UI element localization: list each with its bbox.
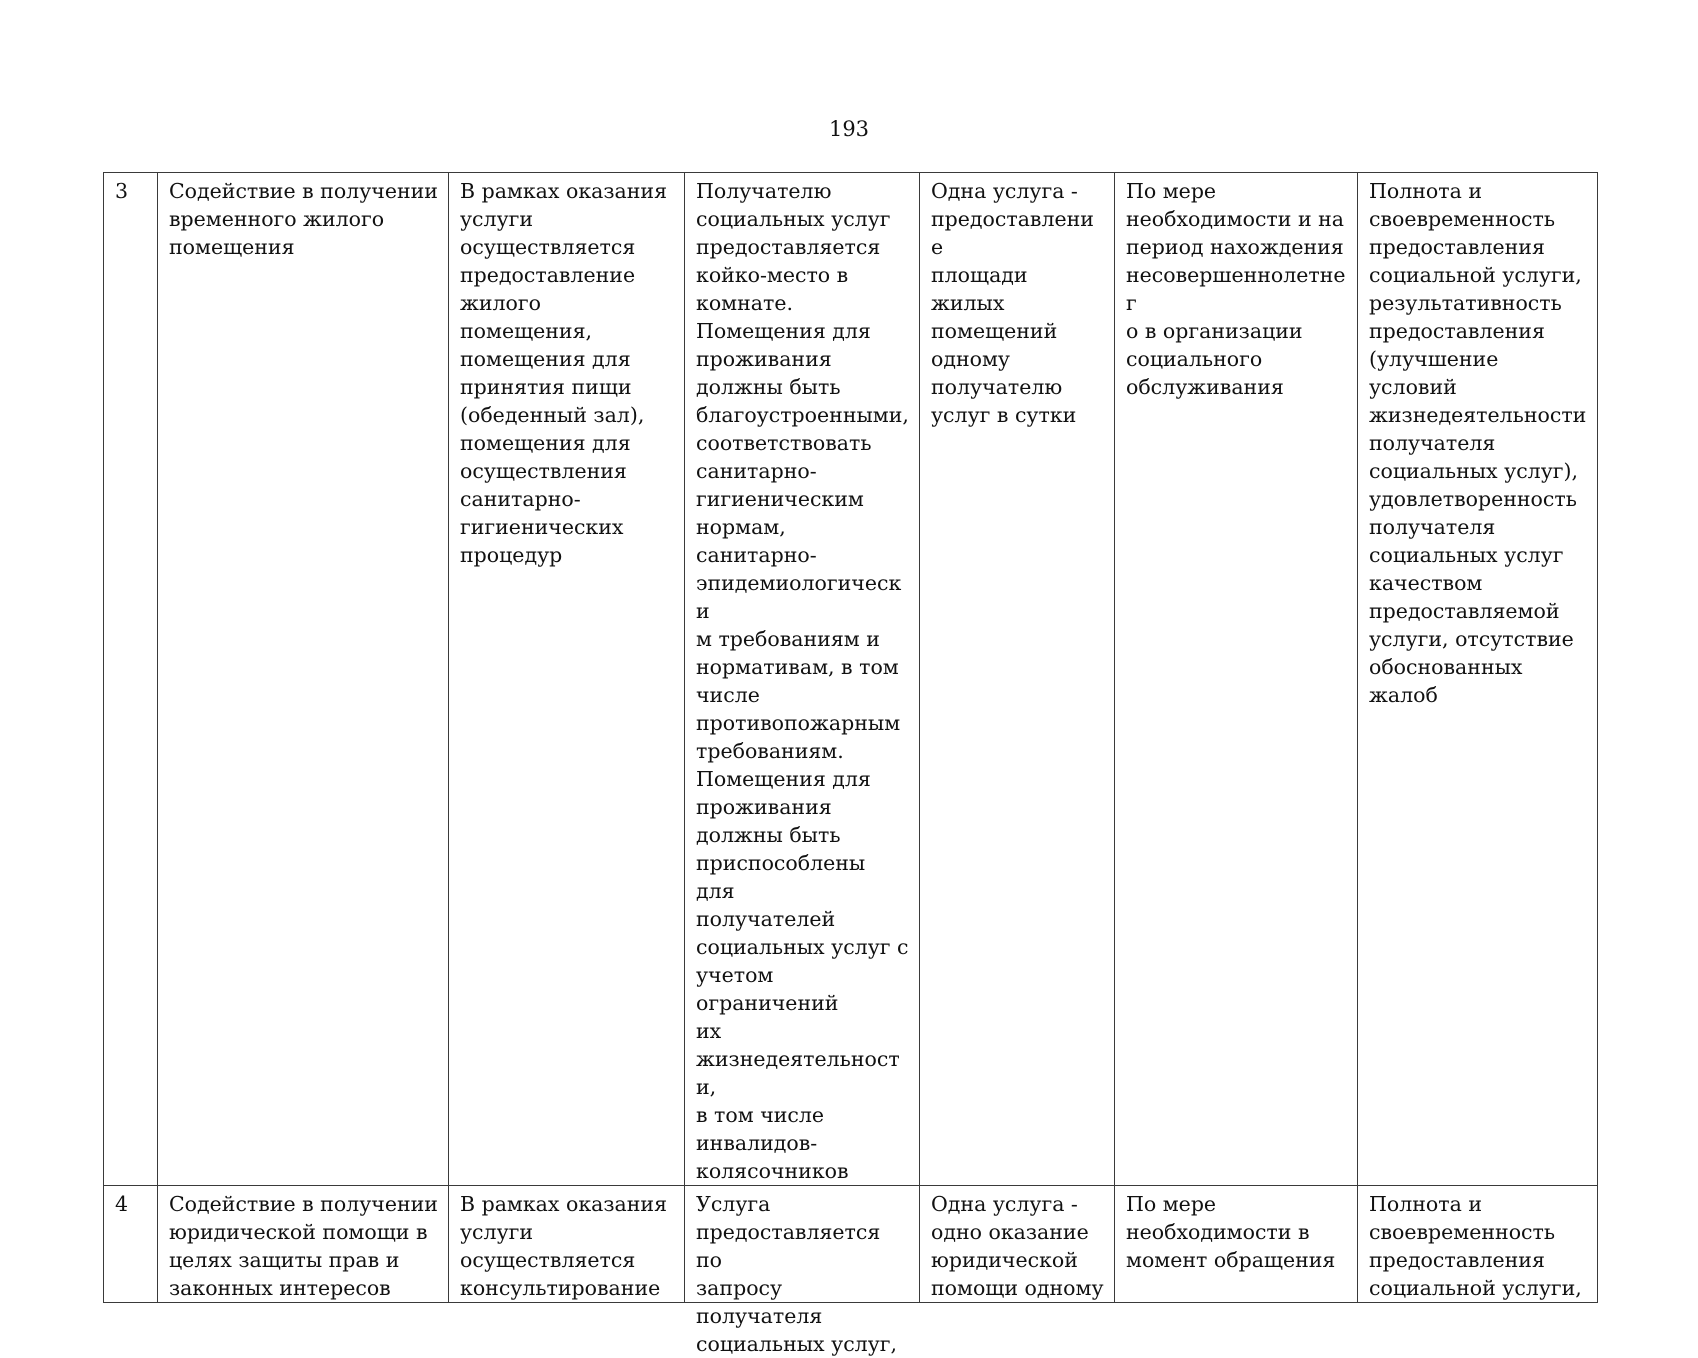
service-name-cell: Содействие в получении временного жилого помещения xyxy=(158,173,449,1186)
service-unit-cell: Одна услуга - одно оказание юридической помощи одному xyxy=(920,1186,1115,1303)
service-content-cell: В рамках оказания услуги осуществляется консультирование xyxy=(449,1186,685,1303)
service-content-cell: В рамках оказания услуги осуществляется предоставление жилого помещения, помещения для принятия пищи (обеденный зал), помещения для осуществления санитарно- гигиенических процедур xyxy=(449,173,685,1186)
service-conditions-cell: Получателю социальных услуг предоставляется койко-место в комнате. Помещения для проживания должны быть благоустроенными, соответствовать санитарно- гигиеническим нормам, санитарно- эпидемиологически м требованиям и нормативам, в том числе противопожарным требованиям. Помещения для проживания должны быть приспособлены для получателей социальных услуг с учетом ограничений их жизнедеятельности, в том числе инвалидов- колясочников xyxy=(685,173,920,1186)
table-row xyxy=(104,173,1598,1186)
page-number: 193 xyxy=(828,117,870,141)
row-number-cell: 3 xyxy=(104,173,158,1186)
service-conditions-cell: Услуга предоставляется по запросу получателя социальных услуг, xyxy=(685,1186,920,1303)
service-term-cell: По мере необходимости и на период нахождения несовершеннолетнег о в организации социального обслуживания xyxy=(1115,173,1358,1186)
service-unit-cell: Одна услуга - предоставление площади жилых помещений одному получателю услуг в сутки xyxy=(920,173,1115,1186)
services-table xyxy=(103,172,1598,1356)
row-number-cell: 4 xyxy=(104,1186,158,1303)
service-quality-cell: Полнота и своевременность предоставления социальной услуги, xyxy=(1358,1186,1598,1303)
service-quality-cell: Полнота и своевременность предоставления социальной услуги, результативность предоставления (улучшение условий жизнедеятельности получателя социальных услуг), удовлетворенность получателя социальных услуг качеством предоставляемой услуги, отсутствие обоснованных жалоб xyxy=(1358,173,1598,1186)
service-name-cell: Содействие в получении юридической помощи в целях защиты прав и законных интересов xyxy=(158,1186,449,1303)
service-term-cell: По мере необходимости в момент обращения xyxy=(1115,1186,1358,1303)
table-row xyxy=(104,1186,1598,1303)
